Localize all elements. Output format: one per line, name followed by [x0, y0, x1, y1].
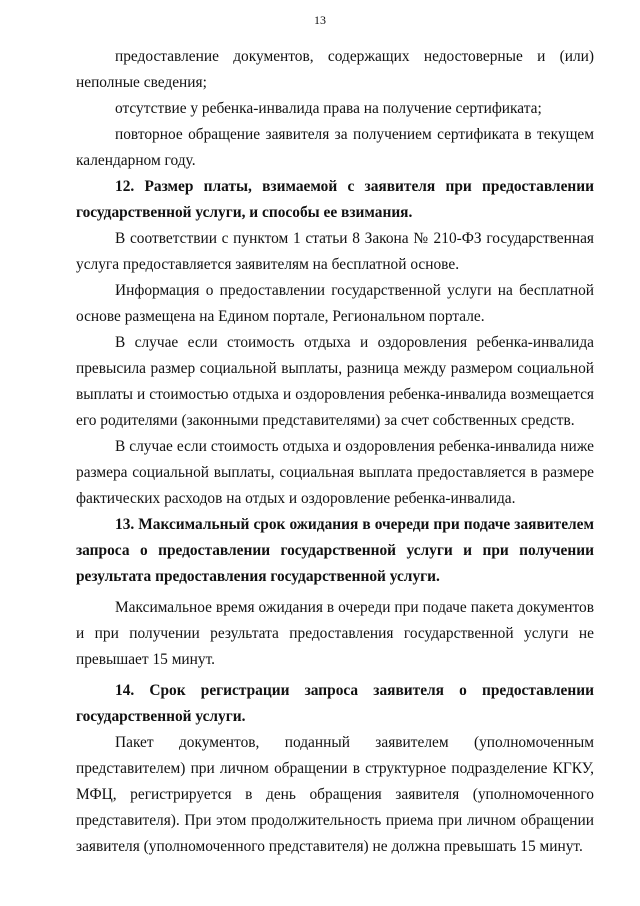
section-heading-13: 13. Максимальный срок ожидания в очереди при подаче заявителем запроса о предоставлении государственной услуги и при получении результата предоставления государственной услуги. — [76, 516, 594, 585]
paragraph-cost-below: В случае если стоимость отдыха и оздоровления ребенка-инвалида ниже размера социальной выплаты, социальная выплата предоставляется в размере фактических расходов на отдых и оздоровление ребенка-инвалида. — [76, 438, 594, 507]
paragraph-portal-info: Информация о предоставлении государственной услуги на бесплатной основе размещена на Едином портале, Региональном портале. — [76, 282, 594, 325]
paragraph-queue-time: Максимальное время ожидания в очереди при подаче пакета документов и при получении результата предоставления государственной услуги не превышает 15 минут. — [76, 599, 594, 668]
page-number: 13 — [314, 13, 326, 27]
paragraph-free-service: В соответствии с пунктом 1 статьи 8 Закона № 210-ФЗ государственная услуга предоставляется заявителям на бесплатной основе. — [76, 230, 594, 273]
paragraph-registration: Пакет документов, поданный заявителем (уполномоченным представителем) при личном обращении в структурное подразделение КГКУ, МФЦ, регистрируется в день обращения заявителя (уполномоченного представителя). При этом продолжительность приема при личном обращении заявителя (уполномоченного представителя) не должна превышать 15 минут. — [76, 734, 594, 855]
section-heading-12: 12. Размер платы, взимаемой с заявителя при предоставлении государственной услуги, и способы ее взимания. — [76, 178, 594, 221]
paragraph-cost-exceeds: В случае если стоимость отдыха и оздоровления ребенка-инвалида превысила размер социальной выплаты, разница между размером социальной выплаты и стоимостью отдыха и оздоровления ребенка-инвалида возмещается его родителями (законными представителями) за счет собственных средств. — [76, 334, 594, 429]
section-heading-14: 14. Срок регистрации запроса заявителя о предоставлении государственной услуги. — [76, 682, 594, 725]
paragraph-repeat-request: повторное обращение заявителя за получением сертификата в текущем календарном году. — [76, 126, 594, 169]
paragraph-no-right: отсутствие у ребенка-инвалида права на получение сертификата; — [115, 100, 542, 117]
document-body — [76, 44, 594, 860]
paragraph-incomplete-info: предоставление документов, содержащих недостоверные и (или) неполные сведения; — [76, 48, 594, 91]
